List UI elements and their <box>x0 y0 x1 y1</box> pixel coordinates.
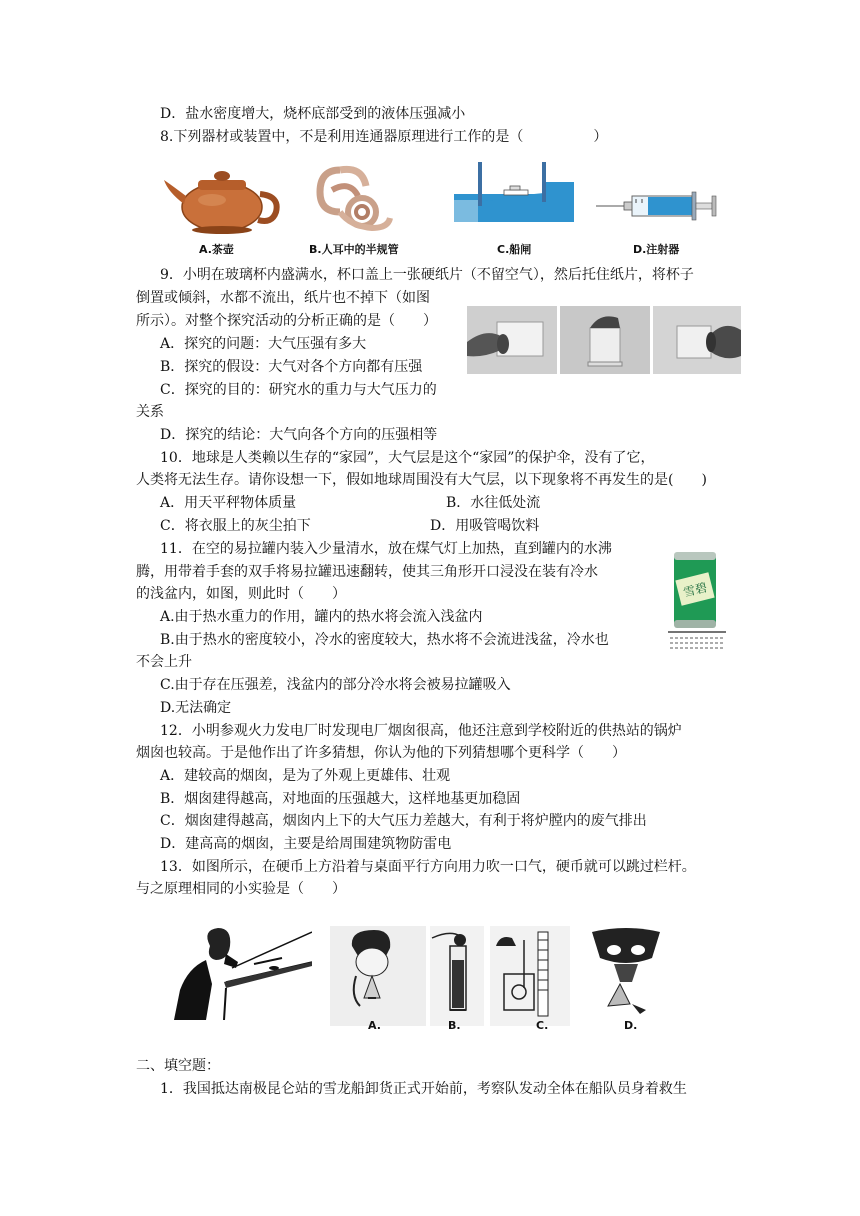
q9-line3: 所示）。对整个探究活动的分析正确的是（ ） <box>136 313 437 329</box>
q9-line2: 倒置或倾斜，水都不流出，纸片也不掉下（如图 <box>136 290 430 306</box>
q8-caption-d: D.注射器 <box>633 243 680 256</box>
cup-photo-3 <box>653 306 741 374</box>
q11-option-b-line1: B.由于热水的密度较小，冷水的密度较大，热水将不会流进浅盆，冷水也 <box>160 632 609 648</box>
q11-option-a: A.由于热水重力的作用，罐内的热水将会流入浅盆内 <box>160 609 483 625</box>
q10-option-c: C．将衣服上的灰尘拍下 <box>160 518 311 534</box>
q11-option-c: C.由于存在压强差，浅盆内的部分冷水将会被易拉罐吸入 <box>160 677 511 693</box>
q8-caption-c: C.船闸 <box>497 243 532 256</box>
q13-option-c-image <box>490 926 570 1026</box>
q9-option-d: D．探究的结论：大气向各个方向的压强相等 <box>160 427 438 443</box>
q13-option-a-image <box>330 926 426 1026</box>
soda-can-image <box>664 548 734 652</box>
q12-option-d: D．建高高的烟囱，主要是给周围建筑物防雷电 <box>160 836 452 852</box>
q8-caption-a: A.茶壶 <box>199 243 234 256</box>
q12-line1: 12．小明参观火力发电厂时发现电厂烟囱很高，他还注意到学校附近的供热站的锅炉 <box>160 723 682 739</box>
coin-jump-illustration <box>166 924 312 1020</box>
q10-line1: 10．地球是人类赖以生存的“家园”，大气层是这个“家园”的保护伞，没有了它， <box>160 450 655 466</box>
section-2-title: 二、填空题： <box>136 1058 220 1074</box>
q10-option-a: A．用天平秤物体质量 <box>160 495 297 511</box>
q11-option-b-line2: 不会上升 <box>136 654 192 670</box>
q11-line3: 的浅盆内，如图，则此时（ ） <box>136 586 346 602</box>
q8-caption-b: B.人耳中的半规管 <box>309 243 399 256</box>
q13-option-d-image <box>586 924 666 1028</box>
q7-option-d: D．盐水密度增大，烧杯底部受到的液体压强减小 <box>160 106 466 122</box>
q10-option-b: B．水往低处流 <box>446 495 541 511</box>
q10-option-d: D．用吸管喝饮料 <box>430 518 540 534</box>
q9-option-b: B．探究的假设：大气对各个方向都有压强 <box>160 359 423 375</box>
q12-line2: 烟囱也较高。于是他作出了许多猜想，你认为他的下列猜想哪个更科学（ ） <box>136 745 626 761</box>
q13-line1: 13．如图所示，在硬币上方沿着与桌面平行方向用力吹一口气，硬币就可以跳过栏杆。 <box>160 859 696 875</box>
q13-line2: 与之原理相同的小实验是（ ） <box>136 881 346 897</box>
q12-option-c: C．烟囱建得越高，烟囱内上下的大气压力差越大，有利于将炉膛内的废气排出 <box>160 813 647 829</box>
q9-option-a: A．探究的问题：大气压强有多大 <box>160 336 367 352</box>
q9-line1: 9．小明在玻璃杯内盛满水，杯口盖上一张硬纸片（不留空气），然后托住纸片，将杯子 <box>160 267 694 283</box>
q10-line2: 人类将无法生存。请你设想一下，假如地球周围没有大气层，以下现象将不再发生的是( ) <box>136 472 707 488</box>
teapot-image <box>160 162 280 237</box>
q13-caption-c: C. <box>536 1019 549 1032</box>
q13-caption-b: B. <box>448 1019 461 1032</box>
can-brand-label: 雪碧 <box>681 580 709 600</box>
q12-option-a: A．建较高的烟囱，是为了外观上更雄伟、壮观 <box>160 768 451 784</box>
q11-line1: 11．在空的易拉罐内装入少量清水，放在煤气灯上加热，直到罐内的水沸 <box>160 541 612 557</box>
q11-option-d: D.无法确定 <box>160 700 232 716</box>
semicircular-canal-image <box>310 160 395 240</box>
ship-lock-image <box>454 160 574 222</box>
q9-option-c-line1: C．探究的目的：研究水的重力与大气压力的 <box>160 382 437 398</box>
q8-stem: 8.下列器材或装置中，不是利用连通器原理进行工作的是（ ） <box>160 129 608 145</box>
q9-option-c-line2: 关系 <box>136 404 164 420</box>
cup-photo-2 <box>560 306 650 374</box>
cup-photo-1 <box>467 306 557 374</box>
section-2-q1: 1．我国抵达南极昆仑站的雪龙船卸货正式开始前，考察队发动全体在船队员身着救生 <box>160 1081 687 1097</box>
q12-option-b: B．烟囱建得越高，对地面的压强越大，这样地基更加稳固 <box>160 791 521 807</box>
q11-line2: 腾，用带着手套的双手将易拉罐迅速翻转，使其三角形开口浸没在装有冷水 <box>136 564 598 580</box>
q13-caption-a: A. <box>368 1019 381 1032</box>
q13-caption-d: D. <box>624 1019 638 1032</box>
syringe-image <box>596 186 718 226</box>
q13-option-b-image <box>430 926 484 1026</box>
